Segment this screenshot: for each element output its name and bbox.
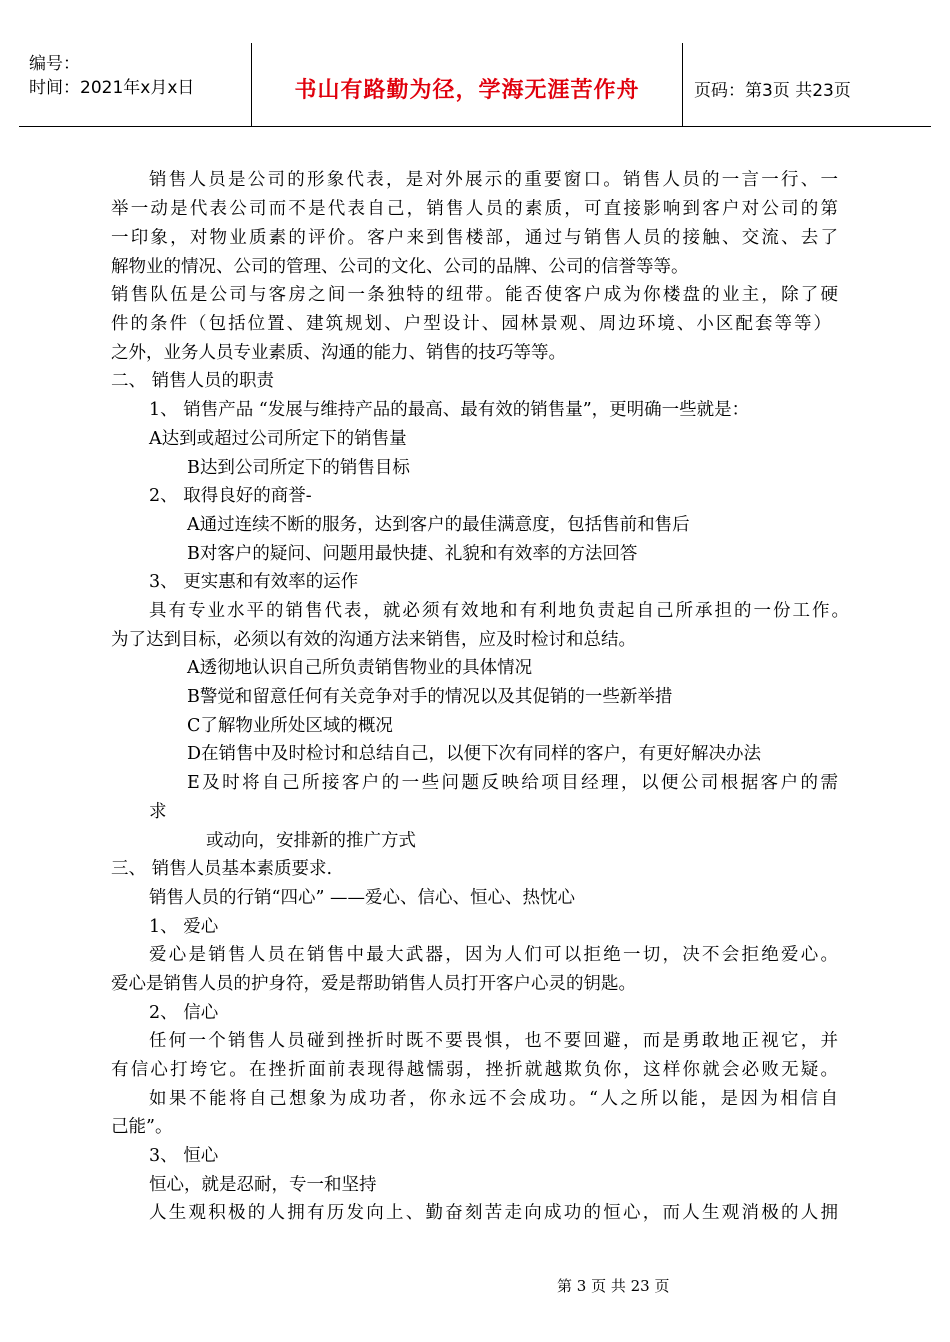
body-line: 之外，业务人员专业素质、沟通的能力、销售的技巧等等。 bbox=[111, 343, 566, 363]
subheading: 3、 恒心 bbox=[149, 1146, 219, 1166]
page-footer: 第 3 页 共 23 页 bbox=[557, 1277, 670, 1295]
header-motto: 书山有路勤为径，学海无涯苦作舟 bbox=[294, 78, 640, 103]
body-line: 件的条件（包括位置、建筑规划、户型设计、园林景观、周边环境、小区配套等等） bbox=[111, 314, 831, 334]
body-line: 为了达到目标，必须以有效的沟通方法来销售，应及时检讨和总结。 bbox=[111, 630, 636, 650]
list-item: A透彻地认识自己所负责销售物业的具体情况 bbox=[187, 658, 533, 678]
body-line: 人生观积极的人拥有历发向上、勤奋刻苦走向成功的恒心，而人生观消极的人拥 bbox=[149, 1203, 838, 1223]
page-header bbox=[19, 43, 931, 127]
body-line: 销售人员的行销“四心” ——爱心、信心、恒心、热忱心 bbox=[149, 888, 575, 908]
document-time-label: 时间：2021年x月x日 bbox=[29, 78, 195, 98]
list-item: B达到公司所定下的销售目标 bbox=[187, 458, 410, 478]
body-line: 具有专业水平的销售代表，就必须有效地和有利地负责起自己所承担的一份工作。 bbox=[149, 601, 849, 621]
list-item: B警觉和留意任何有关竞争对手的情况以及其促销的一些新举措 bbox=[187, 687, 673, 707]
body-line: 销售人员是公司的形象代表，是对外展示的重要窗口。销售人员的一言一行、一 bbox=[149, 170, 838, 190]
list-item: A达到或超过公司所定下的销售量 bbox=[149, 429, 407, 449]
list-item: D在销售中及时检讨和总结自己，以便下次有同样的客户，有更好解决办法 bbox=[187, 744, 762, 764]
list-item: E及时将自己所接客户的一些问题反映给项目经理，以便公司根据客户的需 bbox=[187, 773, 838, 793]
section-heading: 三、 销售人员基本素质要求. bbox=[111, 859, 333, 879]
body-line: 任何一个销售人员碰到挫折时既不要畏惧，也不要回避，而是勇敢地正视它，并 bbox=[149, 1031, 838, 1051]
body-line: 销售队伍是公司与客房之间一条独特的纽带。能否使客户成为你楼盘的业主，除了硬 bbox=[111, 285, 838, 305]
body-line: 如果不能将自己想象为成功者，你永远不会成功。“人之所以能，是因为相信自 bbox=[149, 1089, 838, 1109]
subheading: 2、 信心 bbox=[149, 1003, 219, 1023]
section-heading: 二、 销售人员的职责 bbox=[111, 371, 275, 391]
document-number-label: 编号： bbox=[29, 54, 80, 74]
header-motto-cell bbox=[251, 43, 683, 126]
body-line: 爱心是销售人员在销售中最大武器，因为人们可以拒绝一切，决不会拒绝爱心。 bbox=[149, 945, 838, 965]
list-item: A通过连续不断的服务，达到客户的最佳满意度，包括售前和售后 bbox=[187, 515, 690, 535]
subheading: 1、 爱心 bbox=[149, 917, 219, 937]
body-line: 举一动是代表公司而不是代表自己，销售人员的素质，可直接影响到客户对公司的第 bbox=[111, 199, 838, 219]
body-line: 求 bbox=[149, 802, 167, 822]
body-line: 1、 销售产品 “发展与维持产品的最高、最有效的销售量”，更明确一些就是： bbox=[149, 400, 750, 420]
header-left-cell bbox=[19, 43, 251, 126]
body-line: 解物业的情况、公司的管理、公司的文化、公司的品牌、公司的信誉等等。 bbox=[111, 257, 689, 277]
body-line: 己能”。 bbox=[111, 1117, 173, 1137]
list-item: B对客户的疑问、问题用最快捷、礼貌和有效率的方法回答 bbox=[187, 544, 638, 564]
list-item: C了解物业所处区域的概况 bbox=[187, 716, 393, 736]
body-line: 2、 取得良好的商誉- bbox=[149, 486, 312, 506]
header-right-cell bbox=[682, 43, 931, 126]
body-line: 有信心打垮它。在挫折面前表现得越懦弱，挫折就越欺负你，这样你就会必败无疑。 bbox=[111, 1060, 838, 1080]
body-line: 3、 更实惠和有效率的运作 bbox=[149, 572, 359, 592]
header-page-info: 页码：第3页 共23页 bbox=[694, 81, 851, 101]
body-line: 爱心是销售人员的护身符，爱是帮助销售人员打开客户心灵的钥匙。 bbox=[111, 974, 636, 994]
body-line: 或动向，安排新的推广方式 bbox=[206, 831, 416, 851]
body-line: 恒心，就是忍耐，专一和坚持 bbox=[149, 1175, 377, 1195]
body-line: 一印象，对物业质素的评价。客户来到售楼部，通过与销售人员的接触、交流、去了 bbox=[111, 228, 838, 248]
